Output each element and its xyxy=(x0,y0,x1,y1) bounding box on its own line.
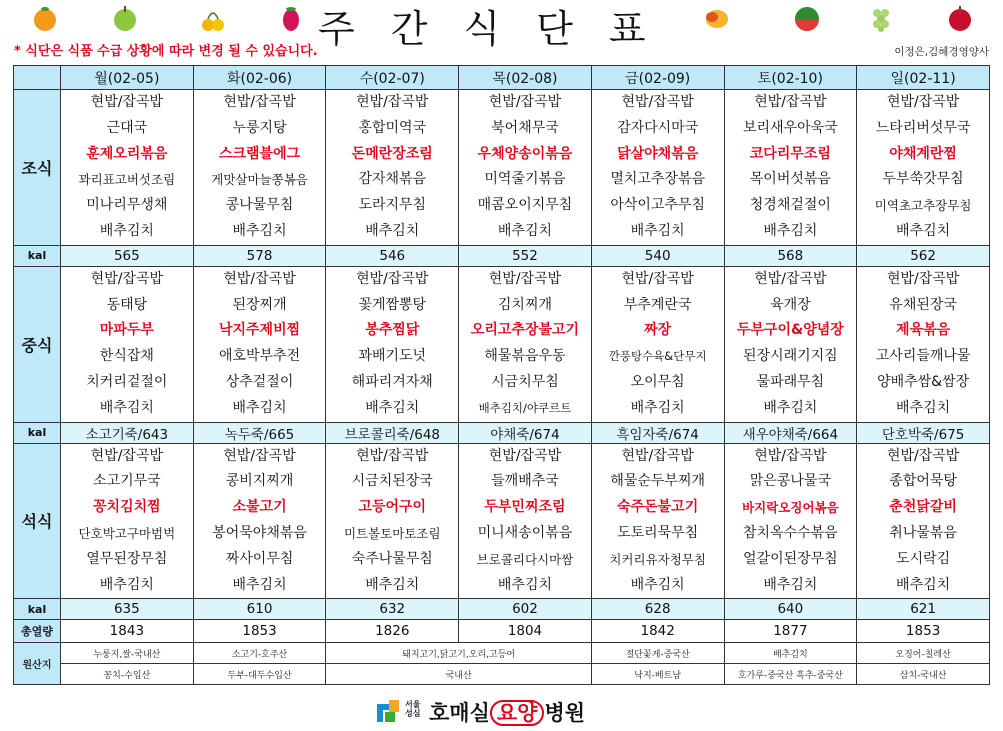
menu-item: 김치찌개 xyxy=(497,296,553,313)
hospital-logo xyxy=(375,696,675,726)
menu-item: 된장찌개 xyxy=(232,296,287,313)
menu-item: 짜장 xyxy=(644,322,672,339)
apple-icon xyxy=(110,3,140,33)
menu-item: 시금치된장국 xyxy=(351,473,433,490)
menu-item: 배추김치 xyxy=(232,222,287,239)
menu-item: 낙지주제비찜 xyxy=(218,322,301,339)
menu-item: 배추김치 xyxy=(630,399,685,416)
meal-label: 중식 xyxy=(14,266,61,422)
menu-item: 맑은콩나물국 xyxy=(749,473,831,490)
kal-label: kal xyxy=(14,599,61,620)
menu-item: 현밥/잡곡밥 xyxy=(886,270,960,287)
origin-value: 소고기-호주산 xyxy=(193,643,326,664)
menu-item: 배추김치 xyxy=(763,576,818,593)
menu-item: 꽁치김치찜 xyxy=(93,499,161,516)
menu-item: 현밥/잡곡밥 xyxy=(488,94,562,110)
menu-item: 배추김치 xyxy=(497,222,553,239)
menu-item: 숙주돈불고기 xyxy=(617,499,699,516)
menu-cell xyxy=(61,90,194,246)
menu-cell xyxy=(459,266,592,422)
corner-cell xyxy=(14,66,61,90)
menu-item: 현밥/잡곡밥 xyxy=(223,447,296,464)
menu-item: 육개장 xyxy=(770,296,811,313)
menu-cell xyxy=(857,443,990,599)
menu-item: 야채계란찜 xyxy=(889,145,957,162)
menu-cell xyxy=(193,90,326,246)
menu-cell xyxy=(193,266,326,422)
menu-item: 도라지무침 xyxy=(358,197,427,214)
notice-text: * 식단은 식품 수급 상황에 따라 변경 될 수 있습니다. xyxy=(14,44,318,59)
cherry-icon xyxy=(198,3,228,33)
origin-value: 삼치-국내산 xyxy=(857,664,990,685)
kal-value: 단호박죽/675 xyxy=(857,422,990,443)
meal-row xyxy=(14,443,990,599)
origin-value: 호가루-중국산 흑추-중국산 xyxy=(724,664,857,685)
menu-item: 현밥/잡곡밥 xyxy=(754,94,827,110)
menu-item: 돈메란장조림 xyxy=(351,145,433,162)
kal-value: 628 xyxy=(591,599,724,620)
menu-cell xyxy=(724,443,857,599)
origin-value: 오징어-칠레산 xyxy=(857,643,990,664)
menu-item: 현밥/잡곡밥 xyxy=(90,94,164,110)
menu-item: 부추계란국 xyxy=(623,296,692,313)
menu-item: 꽃게짬뽕탕 xyxy=(358,296,427,313)
menu-cell xyxy=(724,266,857,422)
menu-item: 배추김치/야쿠르트 xyxy=(478,400,572,415)
menu-cell xyxy=(326,443,459,599)
menu-item: 청경채겉절이 xyxy=(749,197,831,214)
menu-item: 현밥/잡곡밥 xyxy=(356,94,429,110)
menu-item: 참치옥수수볶음 xyxy=(743,524,838,541)
menu-item: 배추김치 xyxy=(497,576,553,593)
menu-item: 현밥/잡곡밥 xyxy=(621,447,694,464)
menu-item: 현밥/잡곡밥 xyxy=(754,270,827,287)
kal-label: kal xyxy=(14,245,61,266)
kal-value: 새우야채죽/664 xyxy=(724,422,857,443)
menu-item: 배추김치 xyxy=(99,576,154,593)
menu-cell xyxy=(724,90,857,246)
menu-item: 한식잡채 xyxy=(99,348,154,365)
menu-cell xyxy=(459,90,592,246)
menu-table xyxy=(13,65,990,685)
menu-cell xyxy=(326,266,459,422)
origin-value: 꽁치-수입산 xyxy=(61,664,194,685)
menu-item: 현밥/잡곡밥 xyxy=(356,447,429,464)
menu-item: 현밥/잡곡밥 xyxy=(223,94,296,110)
menu-item: 배추김치 xyxy=(365,222,420,239)
origin-row xyxy=(14,643,990,664)
origin-value: 낙지-베트남 xyxy=(591,664,724,685)
total-label: 총열량 xyxy=(14,620,61,643)
menu-item: 된장시래기지짐 xyxy=(743,348,838,365)
kal-value: 568 xyxy=(724,245,857,266)
menu-item: 스크램블에그 xyxy=(218,145,301,162)
menu-item: 미트볼토마토조림 xyxy=(343,525,441,541)
meal-row xyxy=(14,90,990,246)
menu-item: 봉어묵야채볶음 xyxy=(212,524,307,541)
kal-value: 브로콜리죽/648 xyxy=(326,422,459,443)
menu-item: 마파두부 xyxy=(99,322,154,339)
menu-item: 배추김치 xyxy=(896,399,951,416)
menu-item: 오리고추장불고기 xyxy=(470,322,580,339)
menu-cell xyxy=(459,443,592,599)
kal-value: 602 xyxy=(459,599,592,620)
menu-item: 두부민찌조림 xyxy=(484,499,566,516)
total-value: 1804 xyxy=(459,620,592,643)
menu-item: 상추겉절이 xyxy=(225,373,294,390)
menu-item: 바지락오징어볶음 xyxy=(742,500,839,516)
menu-item: 고등어구이 xyxy=(358,499,427,516)
kal-value: 소고기죽/643 xyxy=(61,422,194,443)
menu-item: 취나물볶음 xyxy=(889,524,957,541)
menu-cell xyxy=(591,90,724,246)
kal-value: 흑임자죽/674 xyxy=(591,422,724,443)
menu-item: 게맛살마늘쫑볶음 xyxy=(211,172,308,188)
menu-cell xyxy=(61,266,194,422)
menu-item: 현밥/잡곡밥 xyxy=(886,94,960,110)
kal-value: 야채죽/674 xyxy=(459,422,592,443)
author-text: 이정은,김혜경영양사 xyxy=(894,46,989,58)
origin-value: 절단꽃게-중국산 xyxy=(591,643,724,664)
menu-item: 꽈배기도넛 xyxy=(358,348,427,365)
origin-value: 두부-대두수입산 xyxy=(193,664,326,685)
menu-item: 제육볶음 xyxy=(896,322,951,339)
menu-item: 해파리겨자채 xyxy=(351,373,433,390)
total-row xyxy=(14,620,990,643)
menu-cell xyxy=(857,266,990,422)
kal-value: 562 xyxy=(857,245,990,266)
day-header: 토(02-10) xyxy=(724,66,857,90)
menu-item: 치커리겉절이 xyxy=(86,373,168,390)
menu-item: 감자채볶음 xyxy=(358,171,427,188)
menu-item: 두부쑥갓무침 xyxy=(882,171,964,188)
total-value: 1843 xyxy=(61,620,194,643)
page-title: 주간식단표 xyxy=(318,7,682,51)
menu-item: 현밥/잡곡밥 xyxy=(90,270,164,287)
menu-item: 배추김치 xyxy=(896,576,951,593)
menu-item: 콩비지찌개 xyxy=(225,473,294,490)
menu-item: 콩나물무침 xyxy=(225,197,294,214)
menu-item: 해물순두부찌개 xyxy=(610,473,705,490)
watermelon-icon xyxy=(792,3,822,33)
menu-item: 배추김치 xyxy=(365,399,420,416)
menu-item: 느타리버섯무국 xyxy=(875,119,971,136)
day-header: 금(02-09) xyxy=(591,66,724,90)
menu-item: 미니새송이볶음 xyxy=(477,524,573,541)
total-value: 1853 xyxy=(193,620,326,643)
menu-item: 배추김치 xyxy=(763,222,818,239)
menu-item: 소불고기 xyxy=(232,499,287,516)
day-header-row xyxy=(14,66,990,90)
menu-item: 종합어묵탕 xyxy=(889,473,957,490)
hospital-name: 호매실 요양 병원 xyxy=(429,701,586,725)
menu-item: 현밥/잡곡밥 xyxy=(621,270,694,287)
menu-cell xyxy=(326,90,459,246)
origin-row xyxy=(14,664,990,685)
menu-item: 깐풍탕수육&단무지 xyxy=(608,349,707,364)
kal-value: 565 xyxy=(61,245,194,266)
kal-row xyxy=(14,245,990,266)
meal-row xyxy=(14,266,990,422)
total-value: 1826 xyxy=(326,620,459,643)
menu-item: 미역초고추장무침 xyxy=(874,198,972,214)
menu-item: 도시락김 xyxy=(896,550,951,567)
kal-value: 635 xyxy=(61,599,194,620)
menu-item: 숙주나물무침 xyxy=(351,550,433,567)
menu-item: 현밥/잡곡밥 xyxy=(754,447,827,464)
kal-label: kal xyxy=(14,422,61,443)
kal-value: 610 xyxy=(193,599,326,620)
menu-item: 배추김치 xyxy=(232,399,287,416)
menu-item: 현밥/잡곡밥 xyxy=(488,447,562,464)
menu-item: 현밥/잡곡밥 xyxy=(223,270,296,287)
menu-item: 누룽지탕 xyxy=(232,119,287,136)
menu-item: 도토리묵무침 xyxy=(617,524,699,541)
origin-value: 돼지고기,닭고기,오리,고등어 xyxy=(326,643,591,664)
menu-cell xyxy=(193,443,326,599)
total-value: 1853 xyxy=(857,620,990,643)
menu-item: 짜사이무침 xyxy=(225,550,294,567)
menu-item: 닭살야채볶음 xyxy=(617,145,699,162)
menu-item: 현밥/잡곡밥 xyxy=(886,447,960,464)
day-header: 목(02-08) xyxy=(459,66,592,90)
menu-item: 우체양송이볶음 xyxy=(477,145,573,162)
menu-item: 해물볶음우동 xyxy=(484,348,566,365)
menu-item: 북어채무국 xyxy=(491,119,559,136)
menu-item: 봉추찜닭 xyxy=(365,322,420,339)
menu-item: 치커리유자청무침 xyxy=(609,551,706,567)
menu-item: 유채된장국 xyxy=(889,296,957,313)
kal-value: 578 xyxy=(193,245,326,266)
menu-item: 들깨배추국 xyxy=(491,473,559,490)
menu-item: 목이버섯볶음 xyxy=(749,171,831,188)
menu-cell xyxy=(857,90,990,246)
menu-item: 소고기무국 xyxy=(93,473,161,490)
origin-value: 누룽지,쌀-국내산 xyxy=(61,643,194,664)
menu-cell xyxy=(61,443,194,599)
menu-item: 꽈리표고버섯조림 xyxy=(78,172,176,188)
meal-label: 조식 xyxy=(14,90,61,246)
total-value: 1877 xyxy=(724,620,857,643)
menu-item: 두부구이&양념장 xyxy=(736,322,844,339)
menu-item: 얼갈이된장무침 xyxy=(743,550,838,567)
menu-item: 배추김치 xyxy=(99,399,154,416)
menu-item: 배추김치 xyxy=(763,399,818,416)
hospital-logo-icon xyxy=(375,698,401,724)
menu-item: 춘천닭갈비 xyxy=(889,499,957,516)
day-header: 화(02-06) xyxy=(193,66,326,90)
menu-item: 현밥/잡곡밥 xyxy=(90,447,164,464)
menu-item: 배추김치 xyxy=(99,222,154,239)
menu-item: 현밥/잡곡밥 xyxy=(356,270,429,287)
kal-value: 621 xyxy=(857,599,990,620)
menu-cell xyxy=(591,266,724,422)
origin-value: 배추김치 xyxy=(724,643,857,664)
header xyxy=(0,0,1003,51)
kal-row xyxy=(14,422,990,443)
menu-item: 브로콜리다시마쌈 xyxy=(476,551,574,567)
menu-cell xyxy=(591,443,724,599)
day-header: 수(02-07) xyxy=(326,66,459,90)
meal-label: 석식 xyxy=(14,443,61,599)
menu-item: 배추김치 xyxy=(232,576,287,593)
grape-icon xyxy=(866,3,896,33)
menu-item: 단호박고구마범벅 xyxy=(78,525,176,541)
kal-row xyxy=(14,599,990,620)
menu-item: 배추김치 xyxy=(365,576,420,593)
menu-item: 미역줄기볶음 xyxy=(484,171,566,188)
menu-item: 양배추쌈&쌈장 xyxy=(877,373,970,390)
menu-item: 배추김치 xyxy=(630,222,685,239)
menu-item: 현밥/잡곡밥 xyxy=(621,94,694,110)
day-header: 일(02-11) xyxy=(857,66,990,90)
menu-item: 감자다시마국 xyxy=(617,119,699,136)
kal-value: 552 xyxy=(459,245,592,266)
menu-item: 아삭이고추무침 xyxy=(610,197,705,214)
menu-item: 매콤오이지무침 xyxy=(477,197,573,214)
kal-value: 540 xyxy=(591,245,724,266)
kal-value: 640 xyxy=(724,599,857,620)
menu-item: 훈제오리볶음 xyxy=(86,145,168,162)
menu-item: 물파래무침 xyxy=(756,373,825,390)
menu-item: 동태탕 xyxy=(106,296,148,313)
menu-item: 오이무침 xyxy=(630,373,685,390)
raspberry-icon xyxy=(276,3,306,33)
menu-item: 홍합미역국 xyxy=(358,119,427,136)
total-value: 1842 xyxy=(591,620,724,643)
origin-value: 국내산 xyxy=(326,664,591,685)
menu-item: 코다리무조림 xyxy=(749,145,831,162)
menu-item: 보리새우아욱국 xyxy=(743,119,838,136)
kal-value: 546 xyxy=(326,245,459,266)
kal-value: 632 xyxy=(326,599,459,620)
menu-item: 미나리무생채 xyxy=(86,197,168,214)
menu-item: 애호박부추전 xyxy=(218,348,301,365)
menu-item: 배추김치 xyxy=(896,222,951,239)
menu-item: 시금치무침 xyxy=(491,373,559,390)
apple-icon xyxy=(945,3,975,33)
logo-sub-text: 서울 성심 xyxy=(405,700,421,718)
day-header: 월(02-05) xyxy=(61,66,194,90)
kal-value: 녹두죽/665 xyxy=(193,422,326,443)
menu-item: 근대국 xyxy=(106,119,148,136)
menu-item: 고사리들깨나물 xyxy=(875,348,971,365)
menu-item: 열무된장무침 xyxy=(86,550,168,567)
menu-item: 멸치고추장볶음 xyxy=(610,171,705,188)
orange-icon xyxy=(30,3,60,33)
mango-icon xyxy=(702,3,732,33)
menu-item: 배추김치 xyxy=(630,576,685,593)
origin-label: 원산지 xyxy=(14,643,61,685)
menu-item: 현밥/잡곡밥 xyxy=(488,270,562,287)
